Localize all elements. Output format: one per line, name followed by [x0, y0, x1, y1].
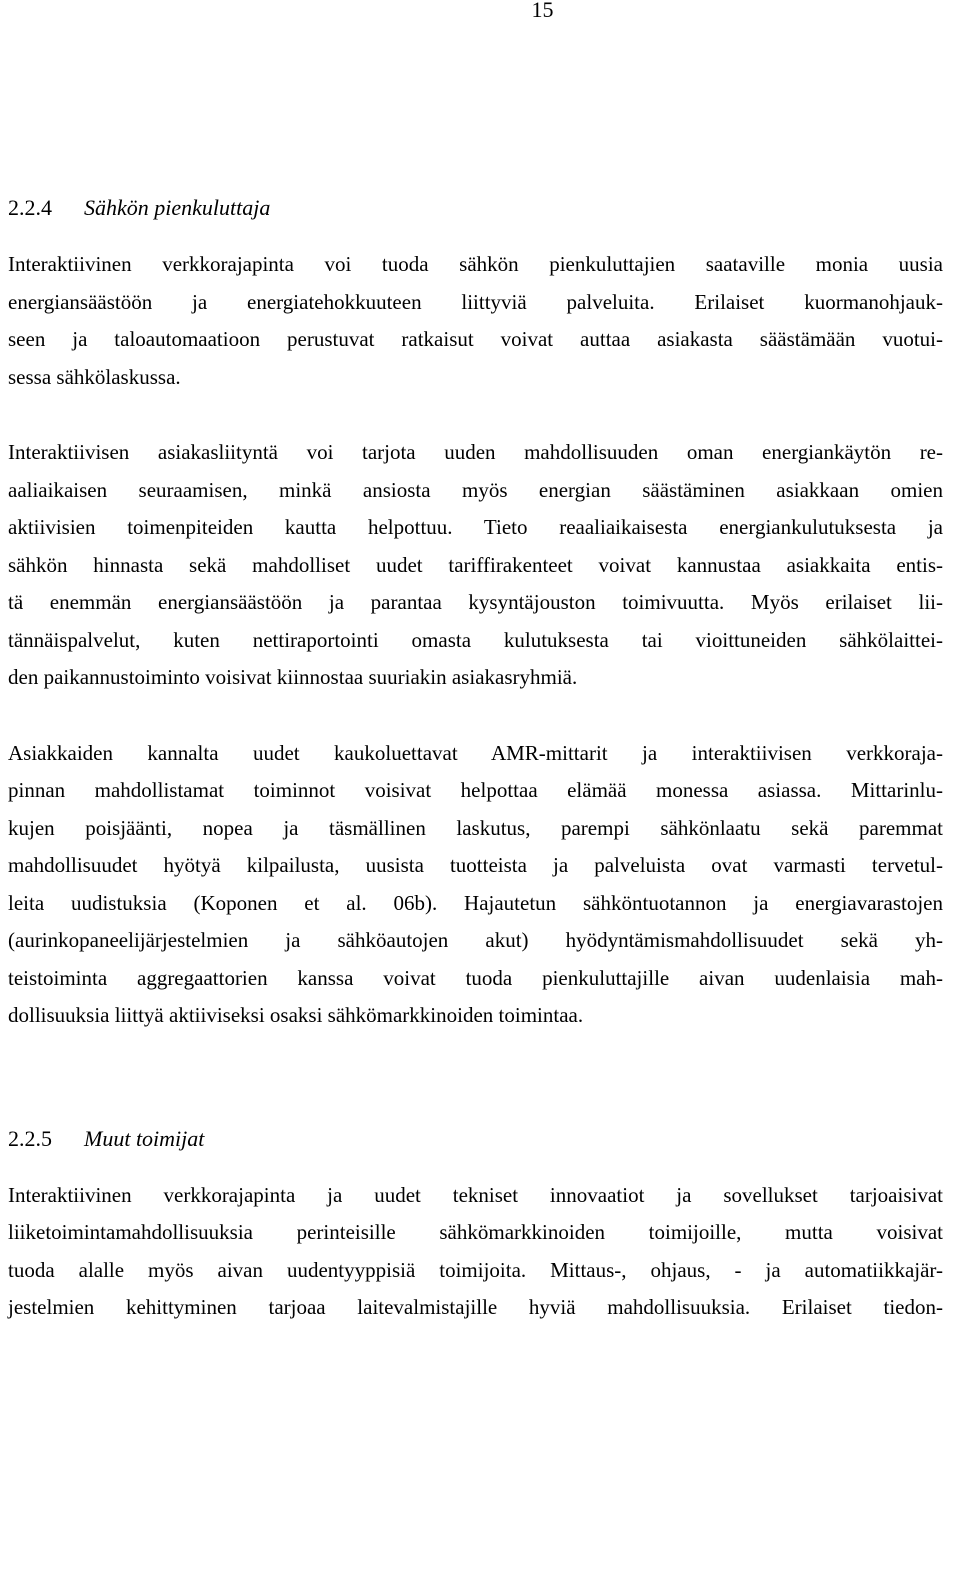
- text-line: tä enemmän energiansäästöön ja parantaa kysyntäjouston toimivuutta. Myös erilaiset lii-: [8, 590, 943, 614]
- paragraph: [8, 246, 943, 396]
- text-line: jestelmien kehittyminen tarjoaa laitevalmistajille hyviä mahdollisuuksia. Erilaiset tiedon-: [8, 1295, 943, 1319]
- section-heading-2-2-5: [8, 1123, 943, 1155]
- text-line: sähkön hinnasta sekä mahdolliset uudet tariffirakenteet voivat kannustaa asiakkaita entis-: [8, 552, 943, 577]
- page-number: 15: [531, 0, 554, 22]
- section-number: 2.2.5: [8, 1125, 52, 1151]
- text-line: teistoiminta aggregaattorien kanssa voivat tuoda pienkuluttajille aivan uudenlaisia mah-: [8, 965, 943, 990]
- section-heading-2-2-4: [8, 192, 943, 224]
- text-line: tännäispalvelut, kuten nettiraportointi omasta kulutuksesta tai vioittuneiden sähkölaittei-: [8, 627, 943, 652]
- text-line: mahdollisuudet hyötyä kilpailusta, uusista tuotteista ja palveluista ovat varmasti tervetul-: [8, 853, 943, 877]
- paragraph: [8, 1177, 943, 1327]
- paragraph: [8, 434, 943, 697]
- text-line: aaliaikaisen seuraamisen, minkä ansiosta myös energian säästäminen asiakkaan omien: [8, 477, 943, 502]
- text-line: sessa sähkölaskussa.: [8, 364, 181, 389]
- paragraph: [8, 735, 943, 1035]
- text-line: energiansäästöön ja energiatehokkuuteen liittyviä palveluita. Erilaiset kuormanohjauk-: [8, 289, 943, 314]
- text-line: (aurinkopaneelijärjestelmien ja sähköautojen akut) hyödyntämismahdollisuudet sekä yh-: [8, 928, 943, 952]
- section-title: Sähkön pienkuluttaja: [84, 195, 271, 220]
- text-line: Interaktiivinen verkkorajapinta ja uudet tekniset innovaatiot ja sovellukset tarjoaisivat: [8, 1182, 943, 1207]
- document-body: [8, 192, 943, 1327]
- text-line: pinnan mahdollistamat toiminnot voisivat helpottaa elämää monessa asiassa. Mittarinlu-: [8, 778, 943, 802]
- section-title: Muut toimijat: [84, 1125, 205, 1151]
- text-line: Interaktiivinen verkkorajapinta voi tuoda sähkön pienkuluttajien saataville monia uusia: [8, 252, 943, 276]
- text-line: dollisuuksia liittyä aktiiviseksi osaksi sähkömarkkinoiden toimintaa.: [8, 1003, 584, 1027]
- text-line: aktiivisien toimenpiteiden kautta helpottuu. Tieto reaaliaikaisesta energiankulutuksesta ja: [8, 515, 943, 539]
- text-line: kujen poisjäänti, nopea ja täsmällinen laskutus, parempi sähkönlaatu sekä paremmat: [8, 815, 943, 840]
- text-line: tuoda alalle myös aivan uudentyyppisiä toimijoita. Mittaus-, ohjaus, - ja automatiikkajär-: [8, 1257, 943, 1282]
- text-line: Asiakkaiden kannalta uudet kaukoluettavat AMR-mittarit ja interaktiivisen verkkoraja-: [8, 740, 943, 765]
- section-number: 2.2.4: [8, 195, 52, 220]
- text-line: seen ja taloautomaatioon perustuvat ratkaisut voivat auttaa asiakasta säästämään vuotui-: [8, 327, 943, 351]
- text-line: den paikannustoiminto voisivat kiinnostaa suuriakin asiakasryhmiä.: [8, 665, 578, 689]
- text-line: Interaktiivisen asiakasliityntä voi tarjota uuden mahdollisuuden oman energiankäytön re-: [8, 440, 943, 464]
- text-line: leita uudistuksia (Koponen et al. 06b). Hajautetun sähköntuotannon ja energiavarastojen: [8, 890, 943, 915]
- text-line: liiketoimintamahdollisuuksia perinteisille sähkömarkkinoiden toimijoille, mutta voisivat: [8, 1220, 943, 1244]
